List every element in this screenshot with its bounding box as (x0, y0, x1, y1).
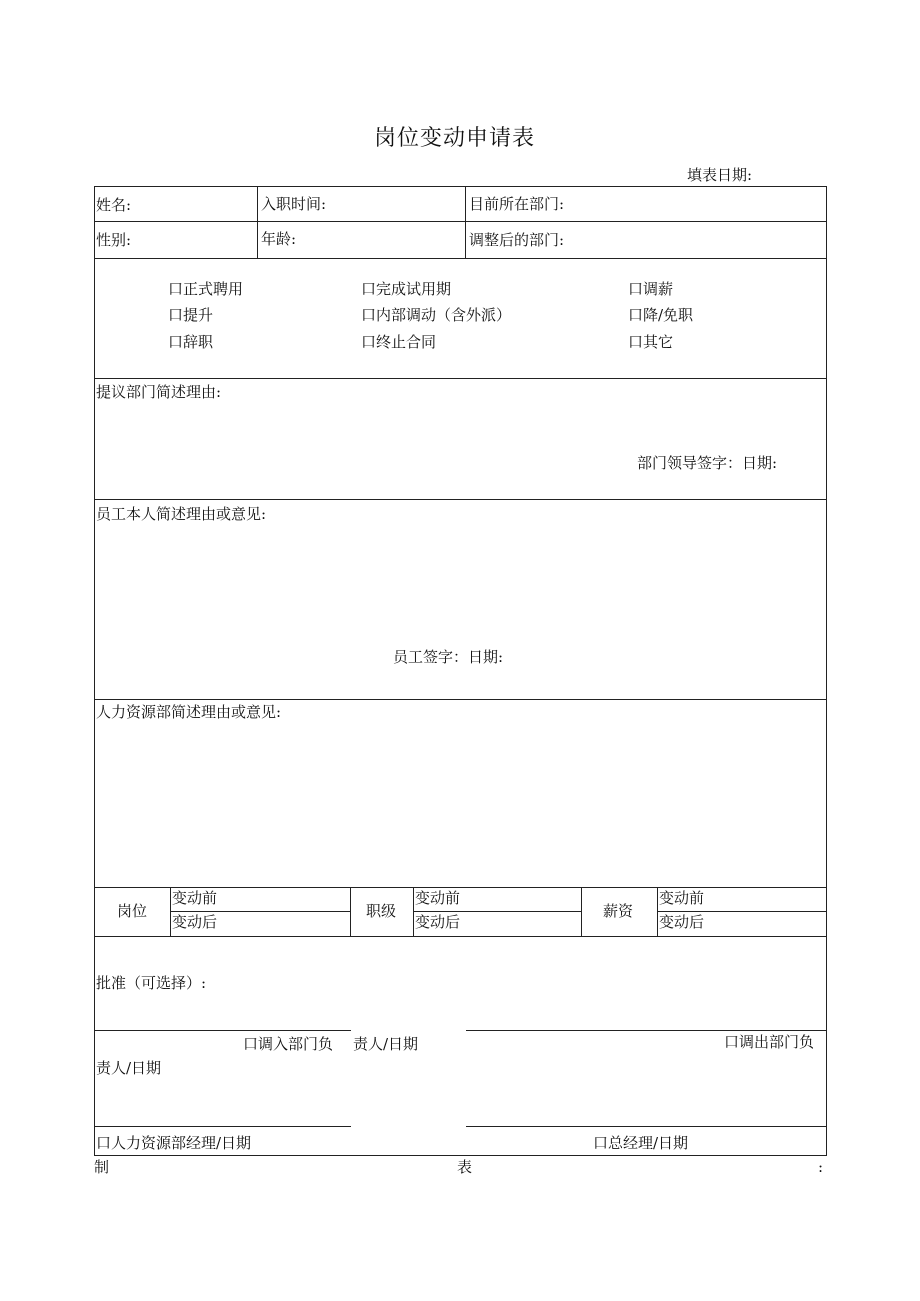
footer-table: 表 (457, 1158, 473, 1176)
transfer-out-manager-cont: 责人/日期 (96, 1059, 162, 1077)
footer-colon: : (818, 1158, 824, 1176)
approval-label: 批准（可选择）: (96, 974, 207, 992)
option-salary-adjust[interactable]: 口调薪 (628, 280, 674, 298)
general-manager-approval[interactable]: 口总经理/日期 (593, 1134, 689, 1152)
hr-manager-approval[interactable]: 口人力资源部经理/日期 (96, 1134, 252, 1152)
footer-maker: 制 (94, 1158, 110, 1176)
current-dept-label: 目前所在部门: (469, 195, 565, 213)
new-dept-label: 调整后的部门: (469, 231, 565, 249)
level-before: 变动前 (415, 889, 461, 907)
fill-date-label: 填表日期: (687, 166, 753, 184)
level-after: 变动后 (415, 913, 461, 931)
option-internal-transfer[interactable]: 口内部调动（含外派） (361, 306, 512, 324)
page-title: 岗位变动申请表 (374, 126, 536, 151)
gender-label: 性别: (96, 231, 132, 249)
age-label: 年龄: (261, 230, 297, 248)
option-probation-complete[interactable]: 口完成试用期 (361, 280, 452, 298)
option-formal-hire[interactable]: 口正式聘用 (168, 280, 244, 298)
dept-reason-label: 提议部门简述理由: (96, 383, 222, 401)
option-contract-termination[interactable]: 口终止合同 (361, 333, 437, 351)
position-label: 岗位 (117, 902, 148, 920)
level-label: 职级 (366, 902, 397, 920)
salary-label: 薪资 (603, 902, 634, 920)
transfer-in-manager-b: 责人/日期 (353, 1035, 419, 1053)
option-promotion[interactable]: 口提升 (168, 306, 214, 324)
salary-before: 变动前 (659, 889, 705, 907)
name-label: 姓名: (96, 196, 132, 214)
option-resignation[interactable]: 口辞职 (168, 333, 214, 351)
position-before: 变动前 (172, 889, 218, 907)
dept-leader-signature: 部门领导签字：日期: (637, 454, 778, 472)
option-demotion[interactable]: 口降/免职 (628, 306, 694, 324)
hr-reason-label: 人力资源部简述理由或意见: (96, 703, 282, 721)
position-after: 变动后 (172, 913, 218, 931)
transfer-in-manager-a[interactable]: 口调入部门负 (243, 1035, 334, 1053)
transfer-out-manager[interactable]: 口调出部门负 (724, 1033, 815, 1051)
option-other[interactable]: 口其它 (628, 333, 674, 351)
hire-time-label: 入职时间: (261, 195, 327, 213)
employee-signature: 员工签字：日期: (393, 648, 504, 666)
employee-reason-label: 员工本人简述理由或意见: (96, 505, 267, 523)
salary-after: 变动后 (659, 913, 705, 931)
